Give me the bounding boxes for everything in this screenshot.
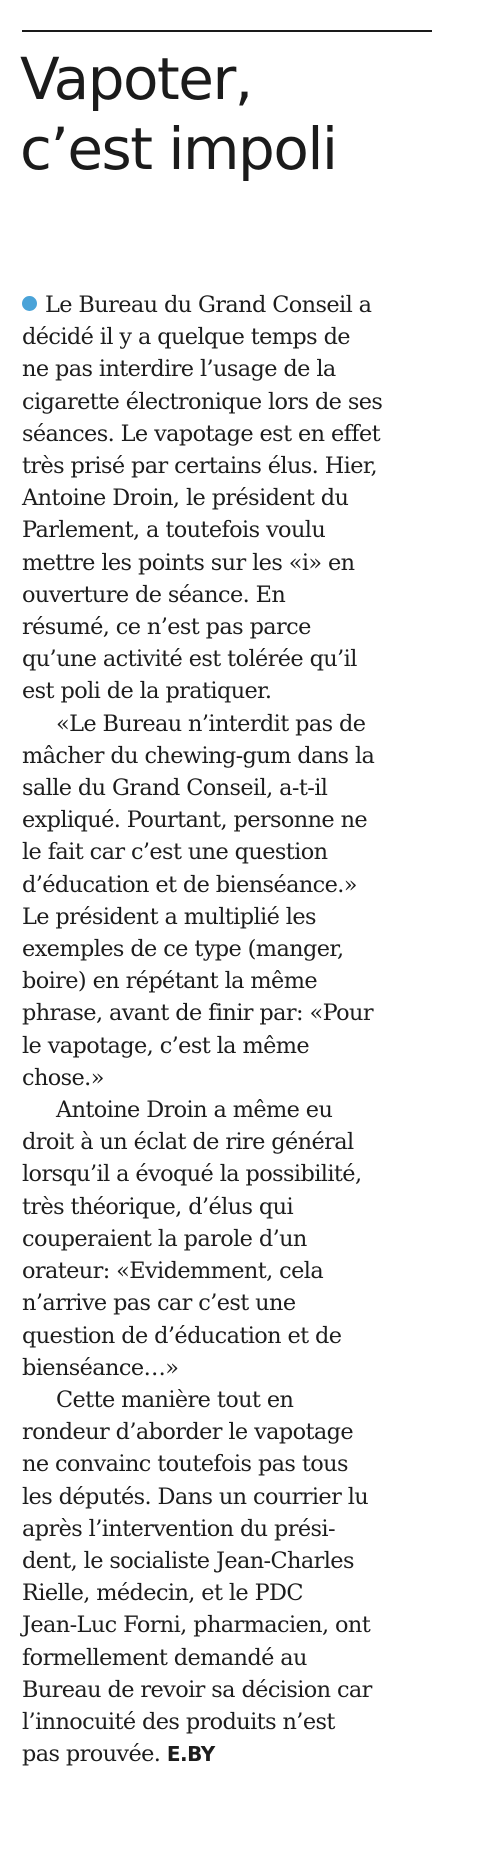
body-line: est poli de la pratiquer. <box>22 678 272 705</box>
body-line: l’innocuité des produits n’est <box>22 1708 335 1735</box>
body-line: ouverture de séance. En <box>22 581 286 608</box>
body-line: exemples de ce type (manger, <box>22 936 344 963</box>
body-line: phrase, avant de finir par: «Pour <box>22 1000 373 1027</box>
body-line: rondeur d’aborder le vapotage <box>22 1419 354 1446</box>
body-line: le fait car c’est une question <box>22 839 328 866</box>
headline <box>20 44 337 184</box>
body-line: séances. Le vapotage est en effet <box>22 420 381 447</box>
body-line: couperaient la parole d’un <box>22 1225 307 1252</box>
body-line: Jean-Luc Forni, pharmacien, ont <box>22 1612 371 1639</box>
body-line: Antoine Droin a même eu <box>56 1097 333 1124</box>
body-line: formellement demandé au <box>22 1644 307 1671</box>
body-line: Antoine Droin, le président du <box>22 485 349 512</box>
body-line: très théorique, d’élus qui <box>22 1193 294 1220</box>
body-line: lorsqu’il a évoqué la possibilité, <box>22 1161 362 1188</box>
body-line: salle du Grand Conseil, a-t-il <box>22 775 328 802</box>
body-line: mâcher du chewing-gum dans la <box>22 742 375 769</box>
body-line: ne pas interdire l’usage de la <box>22 356 336 383</box>
bullet-icon <box>22 296 37 311</box>
body-line: ne convainc toutefois pas tous <box>22 1451 348 1478</box>
body-line: dent, le socialiste Jean-Charles <box>22 1547 354 1574</box>
top-rule <box>22 30 432 32</box>
body-line: expliqué. Pourtant, personne ne <box>22 807 368 834</box>
body-line: mettre les points sur les «i» en <box>22 549 355 576</box>
body-line: bienséance…» <box>22 1354 179 1381</box>
body-line: résumé, ce n’est pas parce <box>22 614 311 641</box>
body-line: «Le Bureau n’interdit pas de <box>56 710 366 737</box>
body-line: Rielle, médecin, et le PDC <box>22 1580 303 1607</box>
body-line: orateur: «Evidemment, cela <box>22 1258 324 1285</box>
body-line: Cette manière tout en <box>56 1386 294 1413</box>
body-line: les députés. Dans un courrier lu <box>22 1483 369 1510</box>
headline-line-2: c’est impoli <box>20 115 337 183</box>
body-line: Le président a multiplié les <box>22 903 316 930</box>
body-line: décidé il y a quelque temps de <box>22 324 350 351</box>
headline-line-1: Vapoter, <box>20 45 252 113</box>
article-body <box>22 289 432 1770</box>
body-line: Le Bureau du Grand Conseil a <box>22 289 432 321</box>
body-line: après l’intervention du prési- <box>22 1515 335 1542</box>
body-line: qu’une activité est tolérée qu’il <box>22 646 357 673</box>
body-line: n’arrive pas car c’est une <box>22 1290 296 1317</box>
body-line: Parlement, a toutefois voulu <box>22 517 326 544</box>
body-line: question de d’éducation et de <box>22 1322 342 1349</box>
body-line: d’éducation et de bienséance.» <box>22 871 357 898</box>
body-line: boire) en répétant la même <box>22 968 317 995</box>
byline: E.BY <box>166 1742 215 1767</box>
body-line: chose.» <box>22 1064 104 1091</box>
body-line: droit à un éclat de rire général <box>22 1129 354 1156</box>
body-line-last: pas prouvée. E.BY <box>22 1741 215 1768</box>
body-line: très prisé par certains élus. Hier, <box>22 453 378 480</box>
body-line: le vapotage, c’est la même <box>22 1032 310 1059</box>
body-line: Bureau de revoir sa décision car <box>22 1676 372 1703</box>
body-line: cigarette électronique lors de ses <box>22 388 383 415</box>
